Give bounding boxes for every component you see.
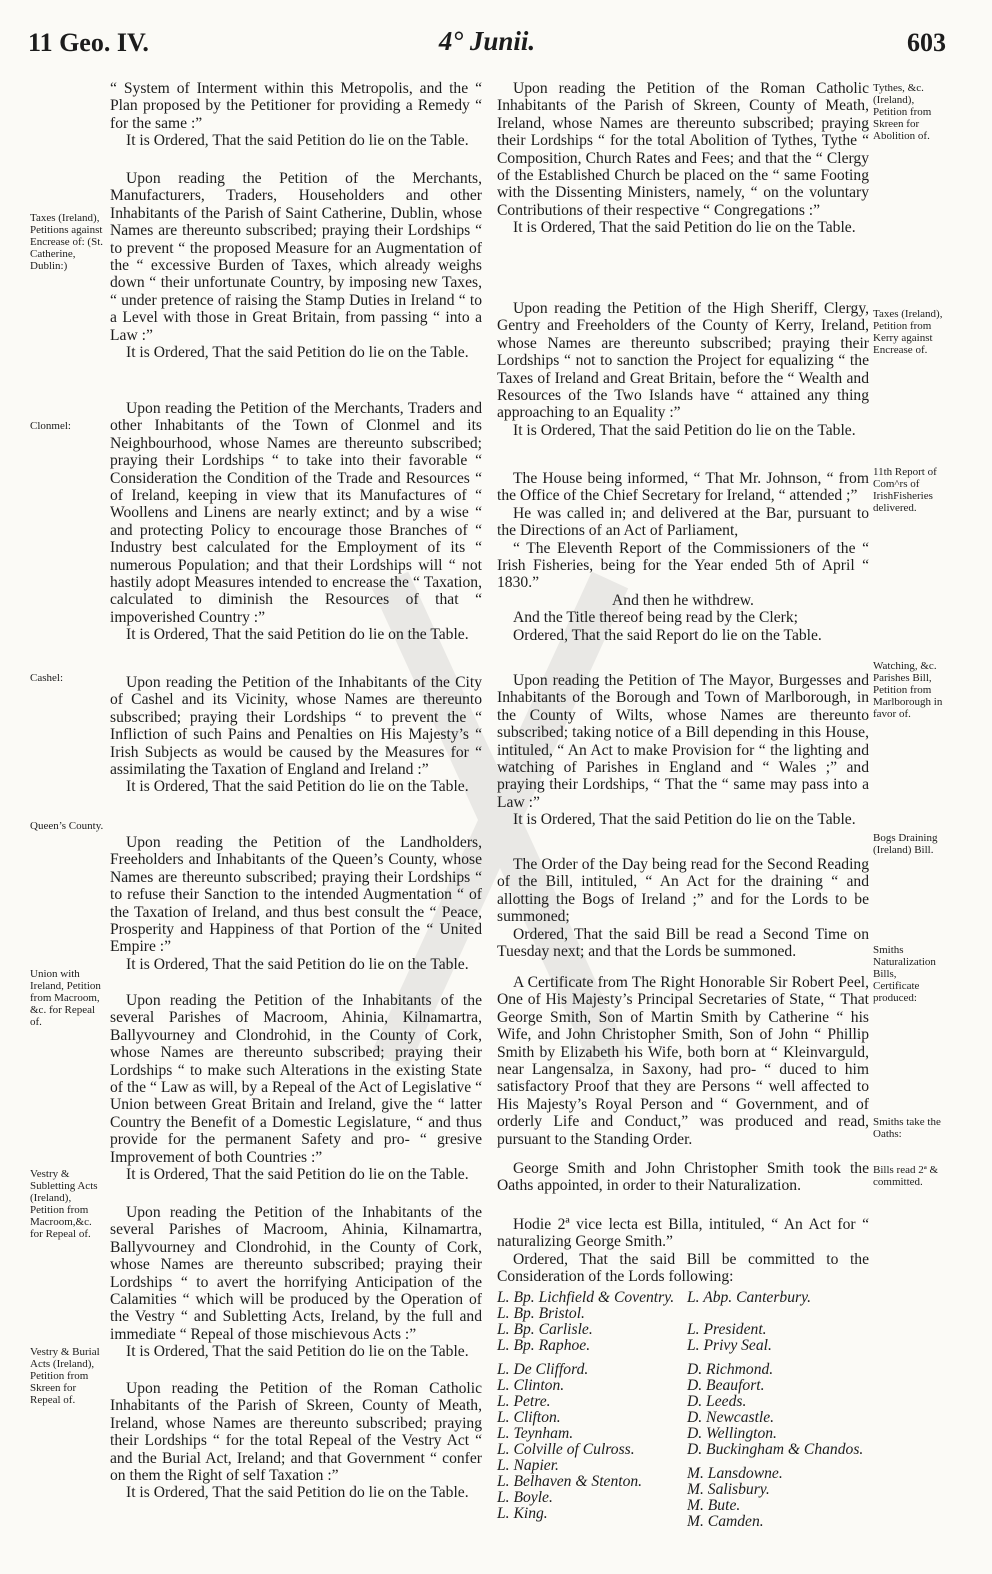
entry-body: Upon reading the Petition of the Merchants, Traders and other Inhabitants of the Town of Clonmel and its Neighbourhood, whose Names are thereunto subscribed; praying their Lordships “ to take into their favorable “ Consideration the Condition of the Trade and Resources “ of Ireland, keeping in view that its Manufactures of “ Woollens and Linens are nearly extinct; and by a wise “ and protecting Policy to encourage those Branches of “ Industry best calculated for the Employment of its “ numerous Population; and that their Lordships will “ not hastily adopt Measures intended to encrease the “ Taxation, calculated to diminish the Resources of that “ impoverished Country :” [110,400,482,626]
entry-smith-certificate [497,974,869,1148]
entry-bogs-draining [497,856,869,962]
lord-name: L. Bp. Lichfield & Coventry. [497,1288,675,1306]
entry-order: It is Ordered, That the said Petition do lie on the Table. [126,132,469,150]
entry-order: It is Ordered, That the said Petition do lie on the Table. [126,955,469,973]
lord-name: L. Petre. [497,1392,551,1410]
margin-note: Tythes, &c. (Ireland), Petition from Skreen for Abolition of. [873,82,932,142]
lord-name: M. Salisbury. [687,1480,770,1498]
lord-name: D. Beaufort. [687,1376,765,1394]
entry-body: A Certificate from The Right Honorable Sir Robert Peel, One of His Majesty’s Principal Secretaries of State, “ That George Smith, Son of Martin Smith by Catherine “ his Wife, and John Christopher Smith, Son of John “ Phillip Smith by Elizabeth his Wife, both born at “ Kleinvarguld, near Langensalza, in Saxony, had pro- “ duced to him satisfactory Proof that they are Persons “ well affected to His Majesty’s Royal Person and “ Government, and of orderly Life and Conduct,” was produced and read, pursuant to the Standing Order. [497,974,869,1148]
right-column [497,80,869,1542]
entry-clonmel [110,400,482,662]
lord-name-empty [687,1306,869,1322]
entry-order: Ordered, That the said Bill be read a Second Time on Tuesday next; and that the Lords be summoned. [497,925,869,961]
entry-order: Ordered, That the said Bill be committed to the Consideration of the Lords following: [497,1250,869,1286]
lord-name: L. Bp. Carlisle. [497,1320,593,1338]
entry-order: It is Ordered, That the said Petition do lie on the Table. [126,1484,469,1502]
entry-body: Upon reading the Petition of the Inhabitants of the several Parishes of Macroom, Ahinia, Kilnamartra, Ballyvourney and Clondrohid, in the County of Cork, whose Names are thereunto subscribed; praying their Lordships “ to make such Alterations in the existing State of the “ Law as will, by a Repeal of the Act of Legislative “ Union between Great Britain and Ireland, give the “ latter Country the Benefit of a Domestic Legislature, “ and thus provide for the permanent Safety and pro- “ gresive Improvement of both Countries :” [110,992,482,1166]
entry-order: It is Ordered, That the said Petition do lie on the Table. [126,626,469,644]
entry-body: Upon reading the Petition of the High Sheriff, Clergy, Gentry and Freeholders of the County of Kerry, Ireland, whose Names are thereunto subscribed; praying their Lordships “ not to sanction the Project for equalizing “ the Taxes of Ireland and Great Britain, before the “ Wealth and Resources of the Two Islands have “ attained any thing approaching to an Equality :” [497,300,869,422]
page-header [28,22,946,72]
lord-name: L. President. [687,1320,767,1338]
lord-name: D. Wellington. [687,1424,777,1442]
entry-interment [110,80,482,158]
report-order: Ordered, That the said Report do lie on the Table. [513,626,822,644]
report-title: “ The Eleventh Report of the Commissioners of the “ Irish Fisheries, being for the Year ended 5th of April “ 1830.” [497,539,869,592]
margin-note: Watching, &c. Parishes Bill, Petition from Marlborough in favor of. [873,660,943,720]
margin-note: Vestry & Burial Acts (Ireland), Petition from Skreen for Repeal of. [30,1346,100,1406]
entry-naturalization-bill [497,1216,869,1530]
margin-note: Bills read 2ª & committed. [873,1164,939,1188]
entry-order: It is Ordered, That the said Petition do lie on the Table. [513,219,856,237]
margin-note: Taxes (Ireland), Petition from Kerry against Encrease of. [873,308,943,356]
lord-name: L. Bp. Bristol. [497,1304,585,1322]
page-date: 4° Junii. [438,26,536,56]
lord-name: M. Lansdowne. [687,1464,783,1482]
lord-name: L. King. [497,1504,548,1522]
lord-name: L. Boyle. [497,1488,553,1506]
lord-name: D. Leeds. [687,1392,747,1410]
left-column [110,80,482,1514]
margin-note: Queen’s County. [30,820,104,832]
lords-col-2 [687,1290,869,1530]
lord-name: L. Abp. Canterbury. [687,1288,812,1306]
entry-body: George Smith and John Christopher Smith took the Oaths appointed, in order to their Naturalization. [497,1160,869,1195]
entry-order: It is Ordered, That the said Petition do lie on the Table. [126,1166,469,1184]
margin-note: Taxes (Ireland), Petitions against Encrease of: (St. Catherine, Dublin:) [30,212,103,272]
page-number: 603 [907,28,946,57]
entry-order: It is Ordered, That the said Petition do lie on the Table. [513,811,856,829]
margin-note: Cashel: [30,672,63,684]
lord-name: D. Buckingham & Chandos. [687,1440,864,1458]
lord-name: L. Privy Seal. [687,1336,772,1354]
report-read: And the Title thereof being read by the Clerk; [513,609,798,627]
entry-st-catherine [110,170,482,388]
report-called-in: He was called in; and delivered at the Bar, pursuant to the Directions of an Act of Parliament, [497,504,869,540]
lord-name: L. Clinton. [497,1376,565,1394]
lord-name: L. De Clifford. [497,1360,589,1378]
margin-note: Vestry & Subletting Acts (Ireland), Petition from Macroom,&c. for Repeal of. [30,1168,98,1240]
entry-body: Upon reading the Petition of the Landholders, Freeholders and Inhabitants of the Queen’s County, whose Names are thereunto subscribed; praying their Lordships “ to refuse their Sanction to the intended Augmentation “ of the Taxation of Ireland, and thus best consult the “ Peace, Prosperity and Happiness of that Portion of the “ United Empire :” [110,834,482,956]
lord-name: L. Belhaven & Stenton. [497,1472,643,1490]
lord-name: M. Bute. [687,1496,741,1514]
entry-order: It is Ordered, That the said Petition do lie on the Table. [126,778,469,796]
entry-tythes-skreen [497,80,869,288]
entry-body: “ System of Interment within this Metropolis, and the “ Plan proposed by the Petitioner for providing a Remedy “ for the same :” [110,80,482,132]
entry-order: It is Ordered, That the said Petition do lie on the Table. [513,421,856,439]
lord-name: L. Teynham. [497,1424,574,1442]
entry-body: Upon reading the Petition of the Roman Catholic Inhabitants of the Parish of Skreen, County of Meath, Ireland, whose Names are thereunto subscribed; praying their Lordships “ for the total Repeal of the Vestry Act “ and the Burial Act, Ireland; and that Government “ confer on them the Right of self Taxation :” [110,1380,482,1485]
report-intro: The House being informed, “ That Mr. Johnson, “ from the Office of the Chief Secretary for Ireland, “ attended ;” [497,470,869,505]
entry-body: Upon reading the Petition of the Inhabitants of the several Parishes of Macroom, Ahinia, Kilnamartra, Ballyvourney and Clondrohid, in the County of Cork, whose Names are thereunto subscribed; praying their Lordships “ to avert the horrifying Anticipation of the Calamities “ which will be produced by the Operation of the Vestry “ and Subletting Acts, Ireland, by the full and immediate “ Repeal of those mischievous Acts :” [110,1204,482,1343]
entry-body: Upon reading the Petition of the Merchants, Manufacturers, Traders, Householders and other Inhabitants of the Parish of Saint Catherine, Dublin, whose Names are thereunto subscribed; praying their Lordships “ to prevent “ the proposed Measure for an Augmentation of the “ excessive Burden of Taxes, which already weighs down “ their unfortunate Country, by imposing new Taxes, “ under pretence of raising the Stamp Duties in Ireland “ to a Level with those in Great Britain, from passing “ into a Law :” [110,170,482,344]
lords-col-1 [497,1290,679,1530]
entry-order: It is Ordered, That the said Petition do lie on the Table. [126,344,469,362]
entry-kerry [497,300,869,458]
regnal-year: 11 Geo. IV. [28,28,149,57]
entry-body: Upon reading the Petition of the Inhabitants of the City of Cashel and its Vicinity, whose Names are thereunto subscribed; praying their Lordships “ to prevent the “ Infliction of such Pains and Penalties on His Majesty’s “ Irish Subjects as would be caused by the Measures for “ assimilating the Taxation of England and Ireland :” [110,674,482,779]
entry-fisheries-report [497,470,869,660]
entry-union-repeal [110,992,482,1192]
entry-queens-county [110,834,482,980]
lord-name: L. Bp. Raphoe. [497,1336,591,1354]
margin-note: Union with Ireland, Petition from Macroom, &c. for Repeal of. [30,968,101,1028]
entry-vestry-burial [110,1380,482,1502]
entry-order: It is Ordered, That the said Petition do lie on the Table. [126,1343,469,1361]
lord-name: D. Richmond. [687,1360,774,1378]
entry-body: Upon reading the Petition of The Mayor, Burgesses and Inhabitants of the Borough and Town of Marlborough, in the County of Wilts, whose Names are thereunto subscribed; taking notice of a Bill depending in this House, intituled, “ An Act to make Provision for “ the lighting and watching of Parishes in England and “ Wales ;” and praying their Lordships, “ That the “ same may pass into a Law :” [497,672,869,811]
entry-marlborough [497,672,869,844]
margin-note: Clonmel: [30,420,71,432]
lord-name: L. Colville of Culross. [497,1440,635,1458]
lord-name: L. Clifton. [497,1408,561,1426]
entry-smith-oaths [497,1160,869,1204]
margin-note: Smiths take the Oaths: [873,1116,941,1140]
margin-note: Smiths Naturalization Bills, Certificate produced: [873,944,936,1004]
lord-name: M. Camden. [687,1512,764,1530]
entry-vestry-subletting [110,1204,482,1368]
entry-cashel [110,674,482,822]
entry-body: The Order of the Day being read for the Second Reading of the Bill, intituled, “ An Act for the draining “ and allotting the Bogs of Ireland ;” and for the Lords to be summoned; [497,856,869,926]
lord-name: D. Newcastle. [687,1408,775,1426]
report-withdrew: And then he withdrew. [612,591,754,609]
margin-note: Bogs Draining (Ireland) Bill. [873,832,938,856]
entry-body: Hodie 2ª vice lecta est Billa, intituled, “ An Act for “ naturalizing George Smith.” [497,1216,869,1251]
margin-note: 11th Report of Com^rs of IrishFisheries delivered. [873,466,937,514]
lord-name: L. Napier. [497,1456,559,1474]
committee-lords-list [497,1290,869,1530]
entry-body: Upon reading the Petition of the Roman Catholic Inhabitants of the Parish of Skreen, County of Meath, Ireland, whose Names are thereunto subscribed; praying their Lordships “ for the total Abolition of Tythes, Tythe “ Composition, Church Rates and Fees; and that the “ Clergy of the Established Church be placed on the “ same Footing with the Dissenting Ministers, namely, “ on the voluntary Contributions of their respective “ Congregations :” [497,80,869,219]
